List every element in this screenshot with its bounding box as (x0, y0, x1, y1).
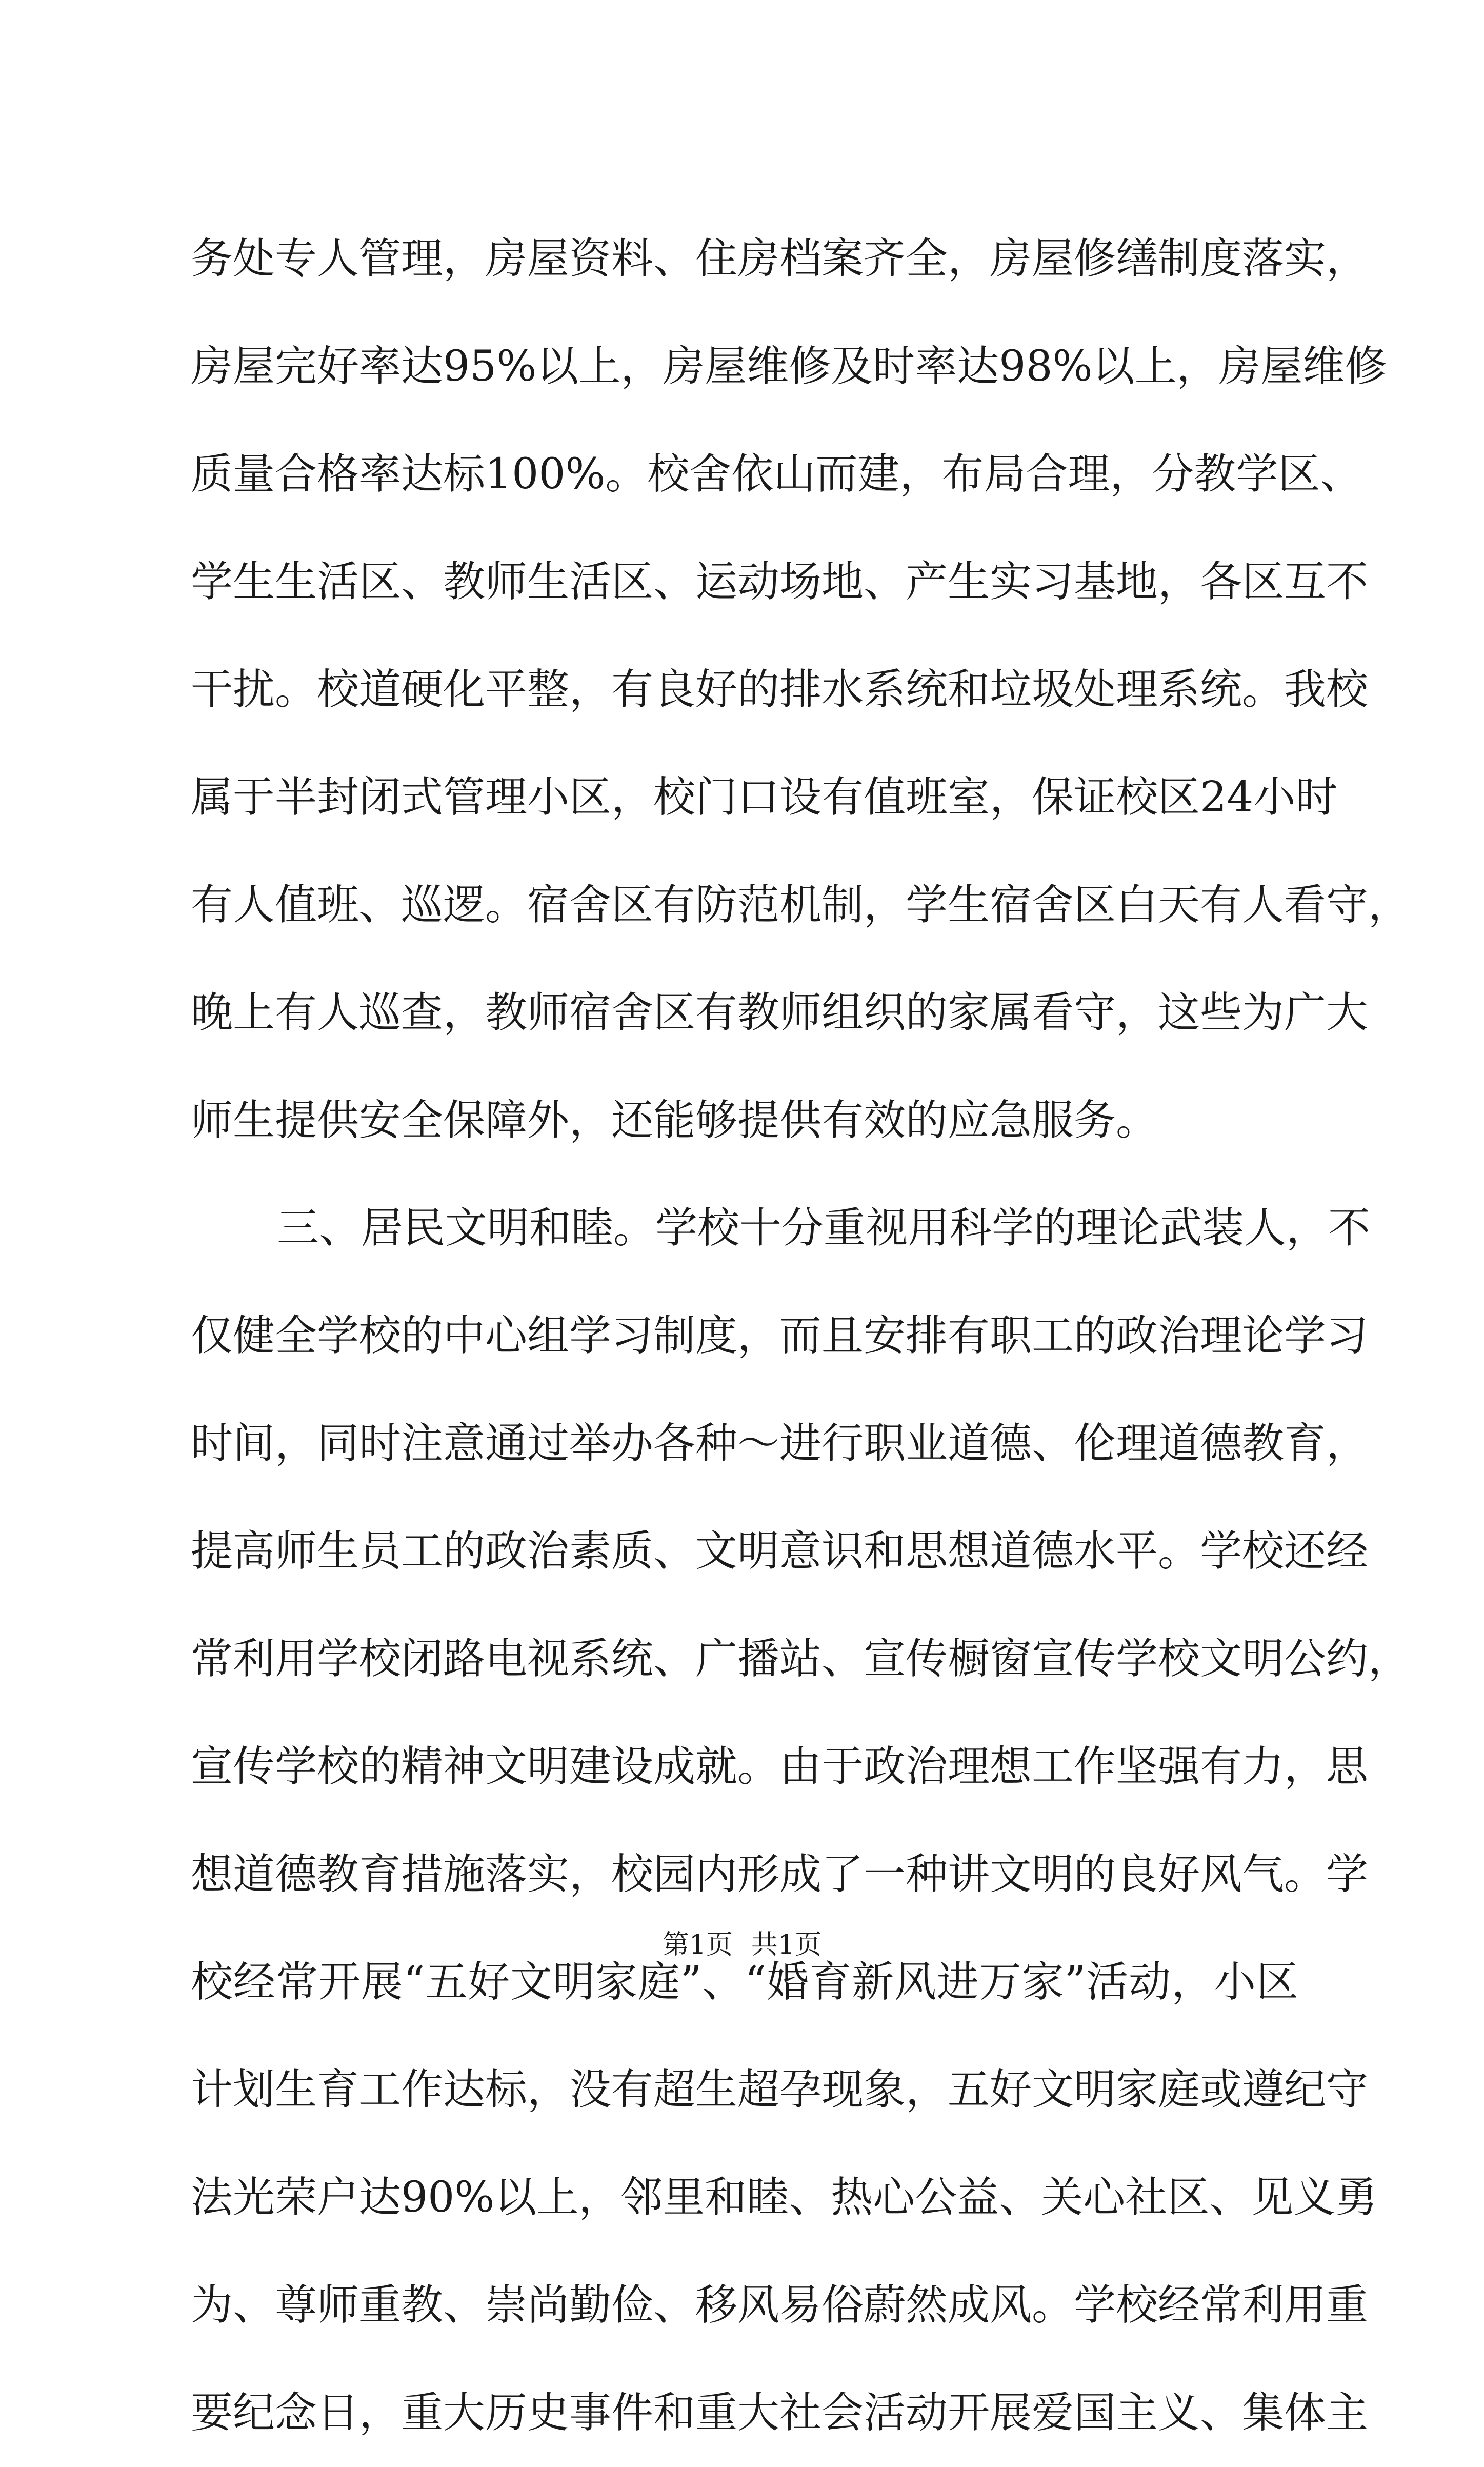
text-line: 法光荣户达90%以上，邻里和睦、热心公益、关心社区、见义勇 (191, 2173, 1378, 2222)
text-line: 为、尊师重教、崇尚勤俭、移风易俗蔚然成风。学校经常利用重 (191, 2281, 1369, 2330)
page-number-current: 第1页 (662, 1929, 733, 1960)
text-line: 三、居民文明和睦。学校十分重视用科学的理论武装人，不 (277, 1204, 1371, 1252)
text-line: 提高师生员工的政治素质、文明意识和思想道德水平。学校还经 (191, 1527, 1369, 1576)
text-line: 想道德教育措施落实，校园内形成了一种讲文明的良好风气。学 (191, 1850, 1369, 1899)
text-line: 仅健全学校的中心组学习制度，而且安排有职工的政治理论学习 (191, 1311, 1369, 1360)
page-footer (0, 1924, 1484, 1965)
page-number-total: 共1页 (751, 1929, 822, 1960)
text-line: 干扰。校道硬化平整，有良好的排水系统和垃圾处理系统。我校 (191, 665, 1369, 714)
text-line: 晚上有人巡查，教师宿舍区有教师组织的家属看守，这些为广大 (191, 988, 1369, 1037)
text-line: 要纪念日，重大历史事件和重大社会活动开展爱国主义、集体主 (191, 2389, 1369, 2437)
text-line: 计划生育工作达标，没有超生超孕现象，五好文明家庭或遵纪守 (191, 2065, 1369, 2114)
text-line: 务处专人管理，房屋资料、住房档案齐全，房屋修缮制度落实， (191, 234, 1369, 283)
text-line: 时间，同时注意通过举办各种～进行职业道德、伦理道德教育， (191, 1419, 1369, 1468)
text-line: 师生提供安全保障外，还能够提供有效的应急服务。 (191, 1096, 1158, 1145)
text-line: 校经常开展“五好文明家庭”、“婚育新风进万家”活动，小区 (191, 1958, 1298, 2006)
document-body (191, 205, 1411, 2467)
text-line: 常利用学校闭路电视系统、广播站、宣传橱窗宣传学校文明公约， (191, 1635, 1411, 1683)
text-line: 属于半封闭式管理小区，校门口设有值班室，保证校区24小时 (191, 773, 1338, 822)
text-line: 学生生活区、教师生活区、运动场地、产生实习基地，各区互不 (191, 558, 1369, 606)
text-line: 质量合格率达标100%。校舍依山而建，布局合理，分教学区、 (191, 450, 1362, 499)
text-line: 房屋完好率达95%以上，房屋维修及时率达98%以上，房屋维修 (191, 342, 1387, 391)
text-line: 宣传学校的精神文明建设成就。由于政治理想工作坚强有力，思 (191, 1742, 1369, 1791)
text-line: 有人值班、巡逻。宿舍区有防范机制，学生宿舍区白天有人看守， (191, 881, 1411, 929)
